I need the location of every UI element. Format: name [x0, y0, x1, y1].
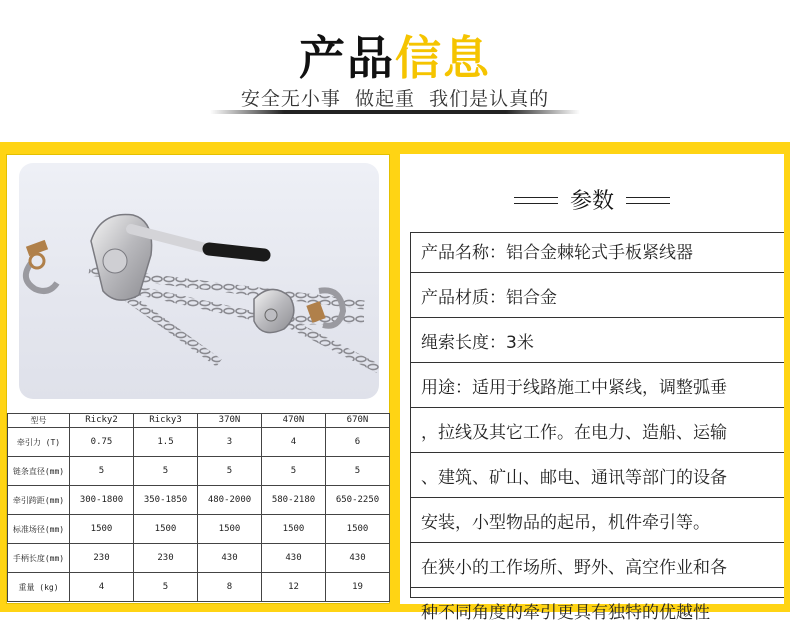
table-cell: 1500 [70, 515, 134, 544]
table-header-cell: Ricky2 [70, 414, 134, 428]
table-cell: 230 [70, 544, 134, 573]
table-cell: 19 [326, 573, 390, 602]
table-cell: 430 [262, 544, 326, 573]
table-header-cell: 470N [262, 414, 326, 428]
table-cell: 580-2180 [262, 486, 326, 515]
table-param-cell: 手柄长度(mm) [8, 544, 70, 573]
table-cell: 0.75 [70, 428, 134, 457]
table-header-cell: 型号 [8, 414, 70, 428]
table-header-cell: Ricky3 [134, 414, 198, 428]
table-row [8, 457, 390, 486]
page-title [0, 22, 790, 88]
table-cell: 1500 [326, 515, 390, 544]
table-param-cell: 标准场径(mm) [8, 515, 70, 544]
table-cell: 8 [198, 573, 262, 602]
list-item: 产品材质：铝合金 [411, 278, 784, 318]
table-cell: 4 [70, 573, 134, 602]
table-row [8, 515, 390, 544]
list-item: 安装，小型物品的起吊，机件牵引等。 [411, 503, 784, 543]
table-cell: 430 [198, 544, 262, 573]
table-cell: 5 [262, 457, 326, 486]
slogan: 安全无小事 做起重 我们是认真的 [240, 88, 550, 110]
table-param-cell: 牵引跨距(mm) [8, 486, 70, 515]
table-header-cell: 670N [326, 414, 390, 428]
table-header-cell: 370N [198, 414, 262, 428]
table-param-cell: 重量 (kg) [8, 573, 70, 602]
params-panel [400, 154, 784, 623]
title-part-yellow: 信息 [395, 31, 491, 85]
list-item: 产品名称：铝合金棘轮式手板紧线器 [411, 233, 784, 273]
table-cell: 5 [134, 573, 198, 602]
table-cell: 5 [134, 457, 198, 486]
list-item: 在狭小的工作场所、野外、高空作业和各 [411, 548, 784, 588]
table-cell: 480-2000 [198, 486, 262, 515]
header [0, 0, 790, 140]
table-cell: 1500 [262, 515, 326, 544]
list-item: 种不同角度的牵引更具有独特的优越性 [421, 603, 710, 623]
table-cell: 4 [262, 428, 326, 457]
table-row [8, 544, 390, 573]
table-row [8, 486, 390, 515]
table-cell: 5 [198, 457, 262, 486]
table-header-row [8, 414, 390, 428]
table-cell: 12 [262, 573, 326, 602]
table-cell: 3 [198, 428, 262, 457]
list-item: 绳索长度：3米 [411, 323, 784, 363]
table-cell: 650-2250 [326, 486, 390, 515]
table-cell: 1.5 [134, 428, 198, 457]
params-title: 参数 [569, 189, 614, 214]
product-photo [19, 163, 379, 399]
table-param-cell: 链条直径(mm) [8, 457, 70, 486]
table-cell: 350-1850 [134, 486, 198, 515]
table-cell: 300-1800 [70, 486, 134, 515]
table-param-cell: 牵引力 (T) [8, 428, 70, 457]
table-cell: 1500 [134, 515, 198, 544]
table-cell: 1500 [198, 515, 262, 544]
product-panel [6, 154, 390, 604]
table-cell: 430 [326, 544, 390, 573]
list-item: 、建筑、矿山、邮电、通讯等部门的设备 [411, 458, 784, 498]
table-cell: 6 [326, 428, 390, 457]
table-row [8, 428, 390, 457]
table-cell: 5 [326, 457, 390, 486]
ratchet-lever-hoist-photo-icon [19, 163, 379, 399]
spec-table [7, 413, 390, 602]
title-part-black: 产品 [299, 31, 395, 85]
table-cell: 5 [70, 457, 134, 486]
table-cell: 230 [134, 544, 198, 573]
list-item: ，拉线及其它工作。在电力、造船、运输 [411, 413, 784, 453]
table-row [8, 573, 390, 602]
slogan-underline [210, 110, 580, 114]
list-item: 用途：适用于线路施工中紧线，调整弧垂 [411, 368, 784, 408]
params-list [410, 232, 784, 623]
